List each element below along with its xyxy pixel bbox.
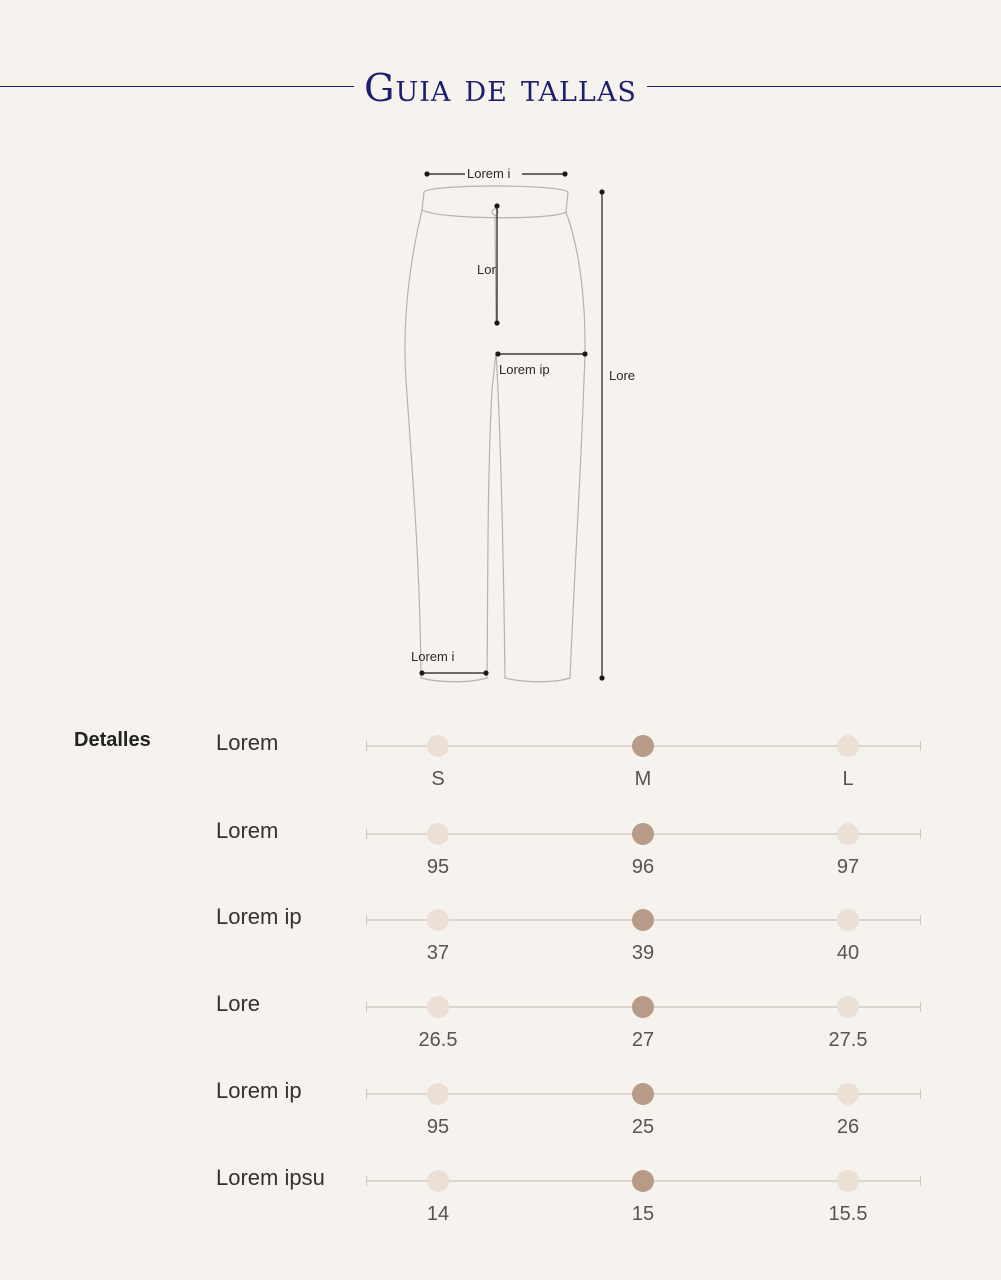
size-value: M <box>634 768 652 790</box>
size-row <box>0 1165 1001 1245</box>
size-value: 97 <box>836 856 860 878</box>
size-dot[interactable] <box>427 823 449 845</box>
size-value: 25 <box>631 1116 655 1138</box>
size-track-end <box>366 1089 367 1099</box>
size-dot[interactable] <box>427 735 449 757</box>
size-track-end <box>920 829 921 839</box>
size-dot-active[interactable] <box>632 735 654 757</box>
waist-dot-right <box>563 172 567 176</box>
size-row-label: Lore <box>216 991 261 1016</box>
size-dot[interactable] <box>837 1170 859 1192</box>
waistband-shape <box>422 186 568 218</box>
size-value: 39 <box>631 942 655 964</box>
size-row <box>0 904 1001 984</box>
hem-dot-left <box>420 671 424 675</box>
page-title-text: Guia de tallas <box>354 60 647 116</box>
size-value: 96 <box>631 856 655 878</box>
pants-outline <box>405 210 585 682</box>
size-track-end <box>366 829 367 839</box>
size-value: 27.5 <box>828 1029 868 1051</box>
size-row <box>0 991 1001 1071</box>
waist-dot-left <box>425 172 429 176</box>
size-row-label: Lorem <box>216 730 279 755</box>
size-value: 27 <box>631 1029 655 1051</box>
size-row-label: Lorem ipsu <box>216 1165 325 1190</box>
size-dot-active[interactable] <box>632 909 654 931</box>
size-track-end <box>920 741 921 751</box>
size-track-end <box>920 1002 921 1012</box>
size-dot-active[interactable] <box>632 1170 654 1192</box>
size-value: 15.5 <box>828 1203 868 1225</box>
size-row-label: Lorem ip <box>216 1078 302 1103</box>
size-dot[interactable] <box>427 996 449 1018</box>
length-dot-top <box>600 190 604 194</box>
size-value: 95 <box>426 1116 450 1138</box>
size-row-label: Lorem ip <box>216 904 302 929</box>
size-dot-active[interactable] <box>632 823 654 845</box>
size-track-end <box>366 1176 367 1186</box>
length-label: Lore <box>609 368 636 383</box>
hem-label: Lorem i <box>411 649 455 664</box>
rise-label: Lor <box>477 262 496 277</box>
size-value: 14 <box>426 1203 450 1225</box>
size-value: 95 <box>426 856 450 878</box>
size-value: 37 <box>426 942 450 964</box>
size-value: 40 <box>836 942 860 964</box>
size-row <box>0 1078 1001 1158</box>
size-track-end <box>920 1176 921 1186</box>
size-row <box>0 818 1001 898</box>
thigh-dot-left <box>496 352 500 356</box>
size-track-end <box>366 915 367 925</box>
size-dot[interactable] <box>427 1170 449 1192</box>
thigh-label: Lorem ip <box>499 362 550 377</box>
size-value: 26.5 <box>418 1029 458 1051</box>
size-track-end <box>366 741 367 751</box>
size-row-label: Lorem <box>216 818 279 843</box>
size-dot[interactable] <box>837 735 859 757</box>
size-dot[interactable] <box>427 909 449 931</box>
size-value: 26 <box>836 1116 860 1138</box>
hem-dot-right <box>484 671 488 675</box>
thigh-dot-right <box>583 352 587 356</box>
length-dot-bottom <box>600 676 604 680</box>
size-dot[interactable] <box>837 909 859 931</box>
size-track-end <box>920 1089 921 1099</box>
size-dot[interactable] <box>427 1083 449 1105</box>
details-heading: Detalles <box>74 729 151 751</box>
size-dot[interactable] <box>837 996 859 1018</box>
waist-label: Lorem i <box>467 166 511 181</box>
size-dot-active[interactable] <box>632 1083 654 1105</box>
rise-dot-top <box>495 204 499 208</box>
size-dot[interactable] <box>837 1083 859 1105</box>
size-dot[interactable] <box>837 823 859 845</box>
size-value: S <box>431 768 445 790</box>
size-value: 15 <box>631 1203 655 1225</box>
size-track-end <box>366 1002 367 1012</box>
size-dot-active[interactable] <box>632 996 654 1018</box>
rise-dot-bottom <box>495 321 499 325</box>
size-row <box>0 730 1001 810</box>
size-track-end <box>920 915 921 925</box>
size-value: L <box>842 768 854 790</box>
